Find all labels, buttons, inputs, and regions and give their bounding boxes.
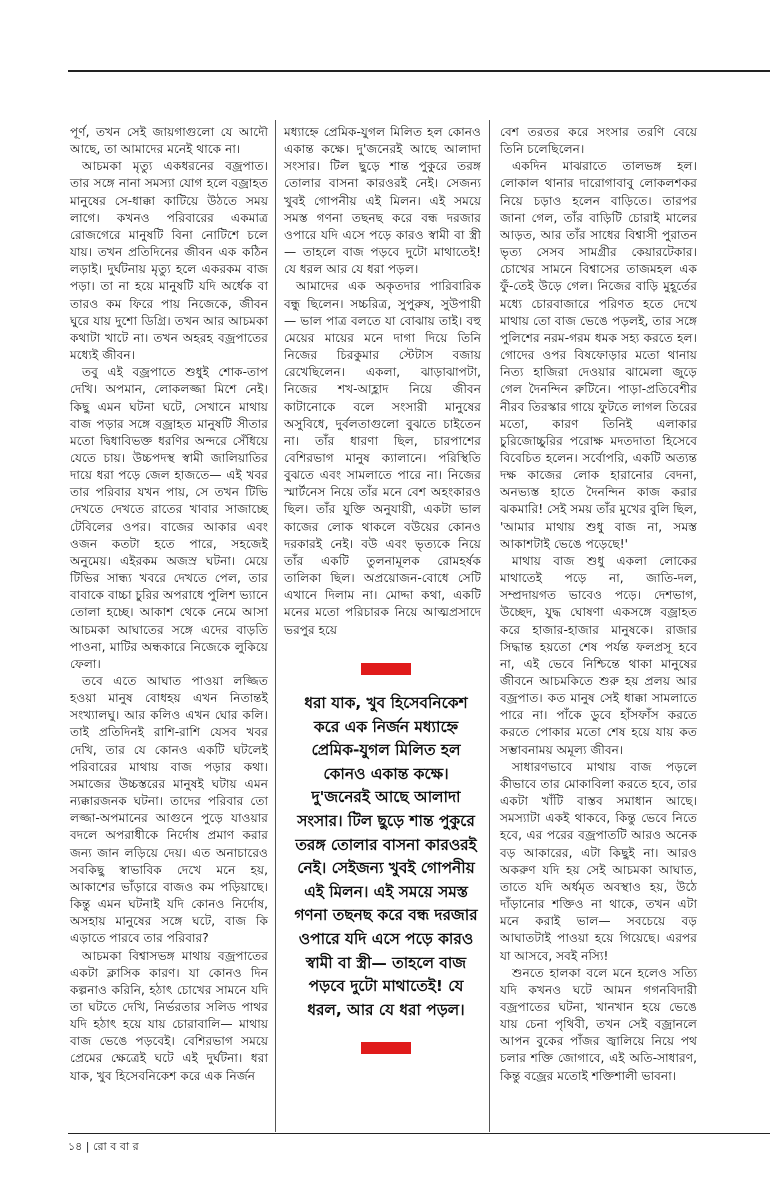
magazine-name: রো ব বা র — [93, 1140, 139, 1153]
footer-rule — [68, 1133, 770, 1134]
pull-quote-bottom-bar — [361, 1042, 411, 1054]
paragraph: মাথায় বাজ শুধু একলা লোকের মাথাতেই পড়ে না, জাতি-দল, সম্প্রদায়গত ভাবেও পড়ে। দেশভাগ, উচ্ছেদ, যুদ্ধ ঘোষণা একসঙ্গে বজ্রাহত করে হাজার-হাজার মানুষকে। রাজার সিদ্ধান্ত হয়তো শেষ পর্যন্ত ফলপ্রসূ হবে না, এই ভেবে নিশ্চিন্তে থাকা মানুষের জীবনে আচমকিতে শুরু হয় প্রলয় আর বজ্রপাত। কত মানুষ সেই ধাক্কা সামলাতে পারে না। পাঁকে ডুবে হাঁসফাঁস করতে করতে পোকার মতো শেষ হয়ে যায় কত সম্ভাবনাময় অমূল্য জীবন। — [500, 553, 697, 757]
footer-text — [68, 1138, 770, 1157]
paragraph: আচমকা বিশ্বাসভঙ্গ মাথায় বজ্রপাতের একটা ক্লাসিক কারণ। যা কোনও দিন কল্পনাও করিনি, হঠাৎ চোখের সামনে যদি তা ঘটতে দেখি, নির্ভরতার সলিড পাথর যদি হঠাৎ হয়ে যায় চোরাবালি— মাথায় বাজ ভেঙে পড়বেই। বেশিরভাগ সময়ে প্রেমের ক্ষেত্রেই ঘটে এই দুর্ঘটনা। ধরা যাক, খুব হিসেবনিকেশ করে এক নির্জন — [70, 948, 268, 1083]
paragraph: তবে এতে আঘাত পাওয়া লজ্জিত হওয়া মানুষ বোধহয় এখন নিতান্তই সংখ্যালঘু। আর কলিও এখন ঘোর কলি। তাই প্রতিদিনই রাশি-রাশি যেসব খবর দেখি, তার যে কোনও একটি ঘটলেই পরিবারের মাথায় বাজ পড়ার কথা। সমাজের উচ্চস্তরের মানুষই ঘটায় এমন ন্যক্কারজনক ঘটনা। তাদের পরিবার তো লজ্জা-অপমানের আগুনে পুড়ে যাওয়ার বদলে অপরাধীকে নির্দোষ প্রমাণ করার জন্য জান লড়িয়ে দেয়। এত অনাচারেও সবকিছু স্বাভাবিক দেখে মনে হয়, আকাশের ভাঁড়ারে বাজও কম পড়িয়াছে। কিন্তু এমন ঘটনাই যদি কোনও নির্দোষ, অসহায় মানুষের সঙ্গে ঘটে, বাজ কি এড়াতে পারবে তার পরিবার? — [70, 674, 268, 946]
paragraph: তবু এই বজ্রপাতে শুধুই শোক-তাপ দেখি। অপমান, লোকলজ্জা মিশে নেই। কিছু এমন ঘটনা ঘটে, সেখানে মাথায় বাজ পড়ার সঙ্গে বজ্রাহত মানুষটি সীতার মতো দ্বিধাবিভক্ত ধরণির অন্দরে সেঁধিয়ে যেতে চায়। উচ্চপদস্থ স্বামী জালিয়াতির দায়ে ধরা পড়ে জেল হাজতে— এই খবর তার পরিবার যখন পায়, সে তখন টিভি দেখতে দেখতে রাতের খাবার সাজাচ্ছে টেবিলের ওপর। বাজের আকার এবং ওজন কতটা হতে পারে, সহজেই অনুমেয়। এইরকম অজস্র ঘটনা। মেয়ে টিভির সান্ধ্য খবরে দেখতে পেল, তার বাবাকে বাচ্চা চুরির অপরাধে পুলিশ ভ্যানে তোলা হচ্ছে। আকাশ থেকে নেমে আসা আচমকা আঘাতের সঙ্গে এদের বাড়তি পাওনা, মাটির অন্ধকারে নিজেকে লুকিয়ে ফেলা। — [70, 365, 268, 671]
paragraph: মধ্যাহ্নে প্রেমিক-যুগল মিলিত হল কোনও একান্ত কক্ষে। দু'জনেরই আছে আলাদা সংসার। টিল ছুড়ে শান্ত পুকুরে তরঙ্গ তোলার বাসনা কারওরই নেই। সেজন্য খুবই গোপনীয় এই মিলন। এই সময়ে সমস্ত গণনা তছনছ করে বন্ধ দরজার ওপারে যদি এসে পড়ে কারও স্বামী বা স্ত্রী— তাহলে বাজ পড়বে দুটো মাথাতেই! যে ধরল আর যে ধরা পড়ল। — [284, 125, 481, 277]
column-divider — [275, 120, 276, 1132]
article-column-1 — [70, 124, 268, 1085]
paragraph: আমাদের এক অকৃতদার পারিবারিক বন্ধু ছিলেন। সচ্চরিত্র, সুপুরুষ, সুউপায়ী— ভাল পাত্র বলতে যা বোঝায় তাই। বহু মেয়ের মায়ের মনে দাগা দিয়ে তিনি নিজের চিরকুমার স্টেটাস বজায় রেখেছিলেন। একলা, ঝাড়াঝাপটা, নিজের শখ-আহ্লাদ নিয়ে জীবন কাটানোকে বলে সংসারী মানুষের অসুবিধে, দুর্বলতাগুলো বুঝতে চাইতেন না। তাঁর ধারণা ছিল, চারপাশের বেশিরভাগ মানুষ ক্যালানে। পরিস্থিতি বুঝতে এবং সামলাতে পারে না। নিজের স্মার্টনেস নিয়ে তাঁর মনে বেশ অহংকারও ছিল। তাঁর যুক্তি অনুযায়ী, একটা ভাল কাজের লোক থাকলে বউয়ের কোনও দরকারই নেই। বউ এবং ভৃত্যকে নিয়ে তাঁর একটি তুলনামূলক রোমহর্ষক তালিকা ছিল। অপ্রয়োজন-বোধে সেটি এখানে দিলাম না। মোদ্দা কথা, একটি মনের মতো পরিচারক নিয়ে আত্মপ্রসাদে ভরপুর হয়ে — [284, 279, 481, 637]
pull-quote-text: ধরা যাক, খুব হিসেবনিকেশ করে এক নির্জন মধ্যাহ্নে প্রেমিক-যুগল মিলিত হল কোনও একান্ত কক্ষে। দু'জনেরই আছে আলাদা সংসার। টিল ছুড়ে শান্ত পুকুরে তরঙ্গ তোলার বাসনা কারওরই নেই। সেইজন্য খুবই গোপনীয় এই মিলন। এই সময়ে সমস্ত গণনা তছনছ করে বন্ধ দরজার ওপারে যদি এসে পড়ে কারও স্বামী বা স্ত্রী— তাহলে বাজ পড়বে দুটো মাথাতেই! যে ধরল, আর যে ধরা পড়ল। — [294, 694, 478, 1019]
paragraph: পূর্ণ, তখন সেই জায়গাগুলো যে আদৌ আছে, তা আমাদের মনেই থাকে না। — [70, 125, 268, 157]
page-footer — [68, 1133, 770, 1157]
pull-quote — [293, 663, 479, 1127]
article-column-3 — [500, 124, 697, 1085]
top-rule — [68, 70, 770, 72]
article-column-2 — [284, 124, 481, 639]
footer-separator: | — [85, 1140, 90, 1153]
paragraph: আচমকা মৃত্যু একধরনের বজ্রপাত। তার সঙ্গে নানা সমস্যা যোগ হলে বজ্রাহত মানুষের সে-ধাক্কা কাটিয়ে উঠতে সময় লাগে। কখনও পরিবারের একমাত্র রোজগেরে মানুষটি বিনা নোটিশে চলে যায়। তখন প্রতিদিনের জীবন এক কঠিন লড়াই। দুর্ঘটনায় মৃত্যু হলে একরকম বাজ পড়া। তা না হয়ে মানুষটি যদি অর্ধেক বা তারও কম ফিরে পায় নিজেকে, জীবন ঘুরে যায় দুশো ডিগ্রি। তখন আর আচমকা কথাটা খাটে না। তখন অহরহ বজ্রপাতের মধ্যেই জীবন। — [70, 159, 268, 363]
paragraph: বেশ তরতর করে সংসার তরণি বেয়ে তিনি চলেছিলেন। — [500, 125, 697, 157]
column-divider — [489, 120, 490, 1132]
page-number: ১৪ — [68, 1140, 83, 1153]
paragraph: একদিন মাঝরাতে তালভঙ্গ হল। লোকাল থানার দারোগাবাবু লোকলশকর নিয়ে চড়াও হলেন বাড়িতে। তারপর জানা গেল, তাঁর বাড়িটি চোরাই মালের আড়ত, আর তাঁর সাধের বিশ্বাসী পুরাতন ভৃত্য সেসব সামগ্রীর কেয়ারটেকার। চোখের সামনে বিশ্বাসের তাজমহল এক ফুঁ-তেই উড়ে গেল। নিজের বাড়ি মুহূর্তের মধ্যে চোরবাজারে পরিণত হতে দেখে মাথায় তো বাজ ভেঙে পড়লই, তার সঙ্গে পুলিশের নরম-গরম ধমক সহ্য করতে হল। গোদের ওপর বিষফোড়ার মতো থানায় নিত্য হাজিরা দেওয়ার ঝামেলা জুড়ে গেল দৈনন্দিন রুটিনে। পাড়া-প্রতিবেশীর নীরব তিরস্কার গায়ে ফুটতে লাগল তিরের মতো, কারণ তিনিই এলাকার চুরিজোচ্চুরির পরোক্ষ মদতদাতা হিসেবে বিবেচিত হলেন। সর্বোপরি, একটি অত্যন্ত দক্ষ কাজের লোক হারানোর বেদনা, অনভ্যস্ত হাতে দৈনন্দিন কাজ করার ঝকমারি! সেই সময় তাঁর মুখের বুলি ছিল, 'আমার মাথায় শুধু বাজ না, সমস্ত আকাশটাই ভেঙে পড়েছে!' — [500, 159, 697, 551]
pull-quote-top-bar — [361, 663, 411, 675]
paragraph: সাধারণভাবে মাথায় বাজ পড়লে কীভাবে তার মোকাবিলা করতে হবে, তার একটা খাঁটি বাস্তব সমাধান আছে। সমস্যাটা একই থাকবে, কিন্তু ভেবে নিতে হবে, এর পরের বজ্রপাতটি আরও অনেক বড় আকারের, এটা কিছুই না। আরও অকরুণ যদি হয় সেই আচমকা আঘাত, তাতে যদি অর্ধমৃত অবস্থাও হয়, উঠে দাঁড়ানোর শক্তিও না থাকে, তখন এটা মনে করাই ভাল— সবচেয়ে বড় আঘাতটাই পাওয়া হয়ে গিয়েছে। এরপর যা আসবে, সবই নস্যি! — [500, 759, 697, 963]
paragraph: শুনতে হালকা বলে মনে হলেও সত্যি যদি কখনও ঘটে আমন গগনবিদারী বজ্রপাতের ঘটনা, খানখান হয়ে ভেঙে যায় চেনা পৃথিবী, তখন সেই বজ্রানলে আপন বুকের পাঁজর জ্বালিয়ে নিয়ে পথ চলার শক্তি জোগাবে, এই অতি-সাধারণ, কিন্তু বজ্রের মতোই শক্তিশালী ভাবনা। — [500, 965, 697, 1083]
